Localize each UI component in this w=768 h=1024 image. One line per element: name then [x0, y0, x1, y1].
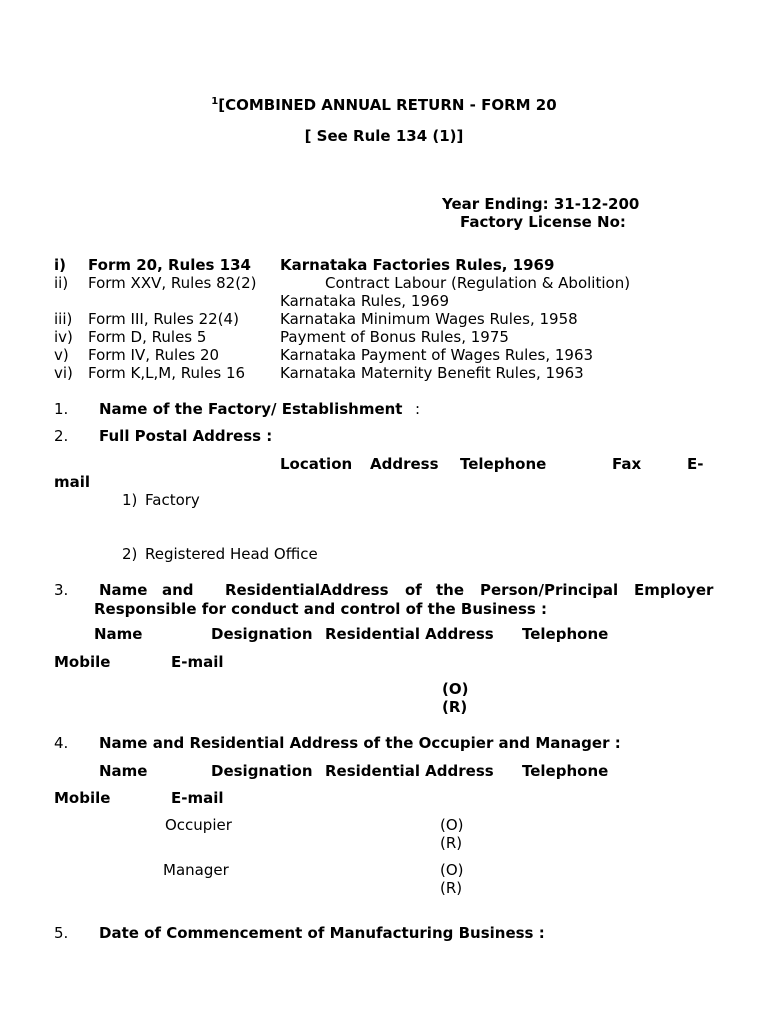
rule-form: Form XXV, Rules 82(2): [88, 274, 257, 292]
col-location: Location: [280, 455, 353, 473]
phone-residence: (R): [440, 834, 463, 852]
rule-act: Karnataka Payment of Wages Rules, 1963: [280, 346, 594, 364]
phone-residence: (R): [442, 698, 468, 716]
col-email: E-mail: [171, 653, 224, 671]
phone-office: (O): [442, 680, 469, 698]
form-title-text: [COMBINED ANNUAL RETURN - FORM 20: [218, 96, 557, 114]
col-designation: Designation: [211, 625, 313, 643]
q3-label-line2: Responsible for conduct and control of the Business :: [94, 600, 548, 618]
rule-num: v): [54, 346, 69, 364]
phone-residence: (R): [440, 879, 463, 897]
postal-address-label: Full Postal Address :: [99, 427, 273, 445]
rule-form: Form III, Rules 22(4): [88, 310, 239, 328]
q3-word: and: [162, 581, 194, 599]
phone-office: (O): [440, 861, 464, 879]
row-head-office: Registered Head Office: [145, 545, 318, 563]
col-email: E-mail: [171, 789, 224, 807]
item-number: 4.: [54, 734, 69, 752]
item-number: 1.: [54, 400, 69, 418]
row-number: 2): [122, 545, 138, 563]
rule-form: Form D, Rules 5: [88, 328, 207, 346]
rule-act: Payment of Bonus Rules, 1975: [280, 328, 509, 346]
row-manager: Manager: [163, 861, 229, 879]
col-designation: Designation: [211, 762, 313, 780]
rule-form: Form IV, Rules 20: [88, 346, 220, 364]
q3-word: the: [436, 581, 465, 599]
item-number: 3.: [54, 581, 69, 599]
col-telephone: Telephone: [522, 625, 609, 643]
rule-form: Form 20, Rules 134: [88, 256, 251, 274]
q3-word: Employer: [634, 581, 714, 599]
rule-num: i): [54, 256, 66, 274]
rule-num: iv): [54, 328, 73, 346]
rule-act: Karnataka Minimum Wages Rules, 1958: [280, 310, 578, 328]
col-address: Address: [370, 455, 439, 473]
q3-word: Address: [320, 581, 389, 599]
col-name: Name: [99, 762, 148, 780]
footnote-mark: 1: [211, 96, 219, 107]
item-number: 2.: [54, 427, 69, 445]
form-subtitle: [ See Rule 134 (1)]: [304, 127, 464, 145]
phone-office: (O): [440, 816, 464, 834]
rule-act: Karnataka Factories Rules, 1969: [280, 256, 555, 274]
col-telephone: Telephone: [522, 762, 609, 780]
commencement-date-label: Date of Commencement of Manufacturing Business :: [99, 924, 545, 942]
rule-act: Contract Labour (Regulation & Abolition): [325, 274, 631, 292]
row-factory: Factory: [145, 491, 200, 509]
label-colon: :: [415, 400, 421, 418]
q3-word: Person/Principal: [480, 581, 619, 599]
factory-name-label: Name of the Factory/ Establishment: [99, 400, 403, 418]
col-residential-address: Residential Address: [325, 625, 494, 643]
row-number: 1): [122, 491, 138, 509]
rule-num: ii): [54, 274, 69, 292]
col-telephone: Telephone: [460, 455, 547, 473]
q3-word: Residential: [225, 581, 320, 599]
year-ending: Year Ending: 31-12-200: [442, 195, 640, 213]
q3-word: of: [405, 581, 422, 599]
col-residential-address: Residential Address: [325, 762, 494, 780]
rule-act-continued: Karnataka Rules, 1969: [280, 292, 449, 310]
q3-word: Name: [99, 581, 148, 599]
col-name: Name: [94, 625, 143, 643]
col-fax: Fax: [612, 455, 642, 473]
factory-license: Factory License No:: [460, 213, 626, 231]
col-mobile: Mobile: [54, 653, 111, 671]
col-mobile: Mobile: [54, 789, 111, 807]
col-email: E-: [687, 455, 704, 473]
rule-act: Karnataka Maternity Benefit Rules, 1963: [280, 364, 584, 382]
rule-num: iii): [54, 310, 73, 328]
occupier-manager-label: Name and Residential Address of the Occupier and Manager :: [99, 734, 621, 752]
item-number: 5.: [54, 924, 69, 942]
row-occupier: Occupier: [165, 816, 232, 834]
col-email-continued: mail: [54, 473, 91, 491]
form-title: [0, 96, 768, 114]
rule-num: vi): [54, 364, 73, 382]
rule-form: Form K,L,M, Rules 16: [88, 364, 246, 382]
